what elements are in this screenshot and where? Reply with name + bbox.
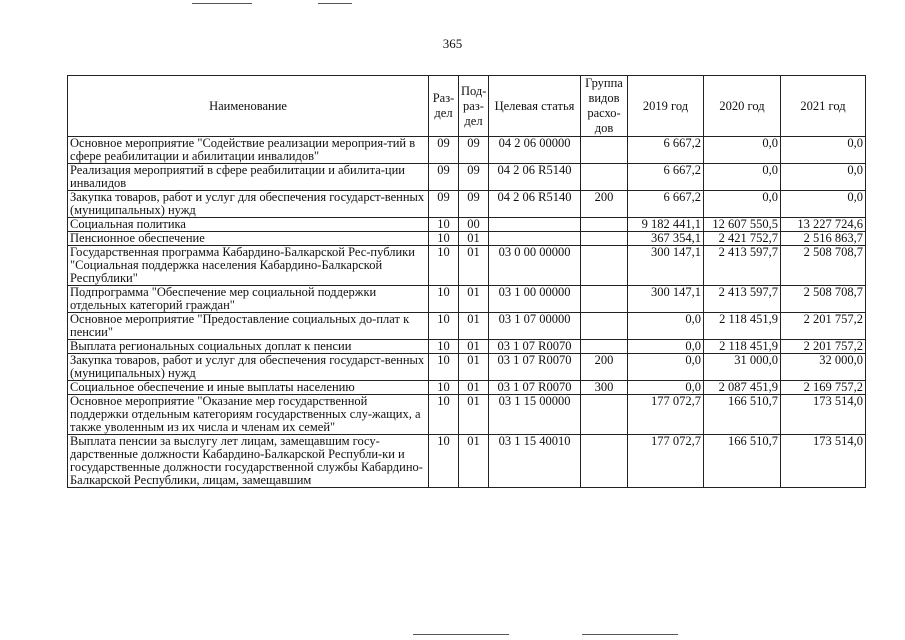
row-razdel: 10 bbox=[429, 246, 459, 286]
row-2020: 0,0 bbox=[704, 191, 781, 218]
header-2020: 2020 год bbox=[704, 76, 781, 137]
row-2019: 177 072,7 bbox=[628, 395, 704, 435]
row-2021: 32 000,0 bbox=[781, 354, 866, 381]
table-row bbox=[68, 381, 866, 395]
row-target bbox=[489, 232, 581, 246]
header-2019: 2019 год bbox=[628, 76, 704, 137]
header-group: Группа видов расхо-дов bbox=[581, 76, 628, 137]
row-2020: 0,0 bbox=[704, 137, 781, 164]
row-name: Пенсионное обеспечение bbox=[68, 232, 429, 246]
row-2021: 2 201 757,2 bbox=[781, 313, 866, 340]
row-2020: 2 118 451,9 bbox=[704, 313, 781, 340]
row-group bbox=[581, 246, 628, 286]
row-2019: 0,0 bbox=[628, 313, 704, 340]
row-target: 04 2 06 00000 bbox=[489, 137, 581, 164]
row-group bbox=[581, 218, 628, 232]
row-target: 03 1 07 00000 bbox=[489, 313, 581, 340]
row-2019: 300 147,1 bbox=[628, 286, 704, 313]
row-name: Основное мероприятие "Предоставление социальных до-плат к пенсии" bbox=[68, 313, 429, 340]
row-razdel: 10 bbox=[429, 354, 459, 381]
row-razdel: 10 bbox=[429, 381, 459, 395]
row-group bbox=[581, 340, 628, 354]
row-target bbox=[489, 218, 581, 232]
row-2019: 367 354,1 bbox=[628, 232, 704, 246]
row-2020: 12 607 550,5 bbox=[704, 218, 781, 232]
row-group: 200 bbox=[581, 191, 628, 218]
row-podrazdel: 01 bbox=[459, 246, 489, 286]
bottom-rule-right bbox=[582, 634, 678, 635]
row-2019: 6 667,2 bbox=[628, 191, 704, 218]
row-podrazdel: 09 bbox=[459, 137, 489, 164]
row-razdel: 10 bbox=[429, 340, 459, 354]
row-2020: 0,0 bbox=[704, 164, 781, 191]
row-2021: 13 227 724,6 bbox=[781, 218, 866, 232]
table-row bbox=[68, 435, 866, 488]
row-group bbox=[581, 137, 628, 164]
row-name: Социальная политика bbox=[68, 218, 429, 232]
row-2019: 6 667,2 bbox=[628, 164, 704, 191]
row-name: Основное мероприятие "Оказание мер государственной поддержки отдельным категориям государственных слу-жащих, а также уволенным из их числа и членам их семей" bbox=[68, 395, 429, 435]
row-2021: 2 516 863,7 bbox=[781, 232, 866, 246]
row-2019: 0,0 bbox=[628, 354, 704, 381]
row-name: Выплата региональных социальных доплат к пенсии bbox=[68, 340, 429, 354]
row-podrazdel: 01 bbox=[459, 381, 489, 395]
row-target: 03 1 15 40010 bbox=[489, 435, 581, 488]
table-row bbox=[68, 313, 866, 340]
row-2021: 173 514,0 bbox=[781, 435, 866, 488]
header-2021: 2021 год bbox=[781, 76, 866, 137]
table-row bbox=[68, 137, 866, 164]
row-target: 04 2 06 R5140 bbox=[489, 164, 581, 191]
row-2019: 6 667,2 bbox=[628, 137, 704, 164]
row-razdel: 10 bbox=[429, 435, 459, 488]
row-target: 03 1 00 00000 bbox=[489, 286, 581, 313]
row-razdel: 09 bbox=[429, 137, 459, 164]
row-razdel: 10 bbox=[429, 218, 459, 232]
row-target: 03 1 07 R0070 bbox=[489, 340, 581, 354]
row-podrazdel: 01 bbox=[459, 340, 489, 354]
row-podrazdel: 09 bbox=[459, 164, 489, 191]
row-podrazdel: 01 bbox=[459, 354, 489, 381]
row-2021: 2 169 757,2 bbox=[781, 381, 866, 395]
row-target: 03 0 00 00000 bbox=[489, 246, 581, 286]
row-target: 03 1 07 R0070 bbox=[489, 354, 581, 381]
row-2021: 0,0 bbox=[781, 164, 866, 191]
row-2020: 2 087 451,9 bbox=[704, 381, 781, 395]
row-name: Выплата пенсии за выслугу лет лицам, замещавшим госу-дарственные должности Кабардино-Балкарской Республи-ки и государственные должности государственной службы Кабардино-Балкарской Республики, лицам, замещавшим bbox=[68, 435, 429, 488]
row-2020: 2 413 597,7 bbox=[704, 286, 781, 313]
row-2019: 300 147,1 bbox=[628, 246, 704, 286]
row-name: Закупка товаров, работ и услуг для обеспечения государст-венных (муниципальных) нужд bbox=[68, 354, 429, 381]
row-group bbox=[581, 313, 628, 340]
row-razdel: 09 bbox=[429, 164, 459, 191]
row-razdel: 10 bbox=[429, 232, 459, 246]
row-name: Подпрограмма "Обеспечение мер социальной поддержки отдельных категорий граждан" bbox=[68, 286, 429, 313]
header-podrazdel: Под-раз-дел bbox=[459, 76, 489, 137]
row-group bbox=[581, 395, 628, 435]
row-2019: 0,0 bbox=[628, 340, 704, 354]
bottom-rule-left bbox=[413, 634, 509, 635]
row-target: 03 1 07 R0070 bbox=[489, 381, 581, 395]
row-2020: 2 413 597,7 bbox=[704, 246, 781, 286]
row-2020: 166 510,7 bbox=[704, 435, 781, 488]
row-group: 300 bbox=[581, 381, 628, 395]
row-name: Основное мероприятие "Содействие реализации мероприя-тий в сфере реабилитации и абилитации инвалидов" bbox=[68, 137, 429, 164]
table-row bbox=[68, 286, 866, 313]
row-group: 200 bbox=[581, 354, 628, 381]
row-podrazdel: 00 bbox=[459, 218, 489, 232]
budget-table bbox=[67, 75, 866, 488]
row-podrazdel: 01 bbox=[459, 395, 489, 435]
row-2021: 2 508 708,7 bbox=[781, 286, 866, 313]
row-2021: 2 508 708,7 bbox=[781, 246, 866, 286]
row-target: 04 2 06 R5140 bbox=[489, 191, 581, 218]
row-target: 03 1 15 00000 bbox=[489, 395, 581, 435]
row-podrazdel: 09 bbox=[459, 191, 489, 218]
row-2019: 177 072,7 bbox=[628, 435, 704, 488]
row-2021: 0,0 bbox=[781, 137, 866, 164]
row-group bbox=[581, 435, 628, 488]
row-name: Социальное обеспечение и иные выплаты населению bbox=[68, 381, 429, 395]
row-podrazdel: 01 bbox=[459, 286, 489, 313]
row-name: Закупка товаров, работ и услуг для обеспечения государст-венных (муниципальных) нужд bbox=[68, 191, 429, 218]
row-name: Государственная программа Кабардино-Балкарской Рес-публики "Социальная поддержка населения Кабардино-Балкарской Республики" bbox=[68, 246, 429, 286]
table-row bbox=[68, 246, 866, 286]
header-razdel: Раз-дел bbox=[429, 76, 459, 137]
row-2020: 2 118 451,9 bbox=[704, 340, 781, 354]
table-row bbox=[68, 191, 866, 218]
row-razdel: 09 bbox=[429, 191, 459, 218]
header-row bbox=[68, 76, 866, 137]
row-2020: 2 421 752,7 bbox=[704, 232, 781, 246]
row-name: Реализация мероприятий в сфере реабилитации и абилита-ции инвалидов bbox=[68, 164, 429, 191]
table-row bbox=[68, 218, 866, 232]
row-2021: 0,0 bbox=[781, 191, 866, 218]
row-2020: 31 000,0 bbox=[704, 354, 781, 381]
row-razdel: 10 bbox=[429, 286, 459, 313]
top-rule-right bbox=[318, 3, 352, 4]
row-podrazdel: 01 bbox=[459, 232, 489, 246]
table-row bbox=[68, 354, 866, 381]
top-rule-left bbox=[192, 3, 252, 4]
row-group bbox=[581, 286, 628, 313]
row-podrazdel: 01 bbox=[459, 435, 489, 488]
page-number: 365 bbox=[442, 36, 463, 51]
row-group bbox=[581, 164, 628, 191]
row-group bbox=[581, 232, 628, 246]
row-2019: 9 182 441,1 bbox=[628, 218, 704, 232]
header-name: Наименование bbox=[68, 76, 429, 137]
row-razdel: 10 bbox=[429, 313, 459, 340]
table-row bbox=[68, 232, 866, 246]
table-row bbox=[68, 395, 866, 435]
row-razdel: 10 bbox=[429, 395, 459, 435]
row-podrazdel: 01 bbox=[459, 313, 489, 340]
table-row bbox=[68, 340, 866, 354]
row-2021: 2 201 757,2 bbox=[781, 340, 866, 354]
row-2020: 166 510,7 bbox=[704, 395, 781, 435]
header-target: Целевая статья bbox=[489, 76, 581, 137]
row-2021: 173 514,0 bbox=[781, 395, 866, 435]
row-2019: 0,0 bbox=[628, 381, 704, 395]
table-row bbox=[68, 164, 866, 191]
